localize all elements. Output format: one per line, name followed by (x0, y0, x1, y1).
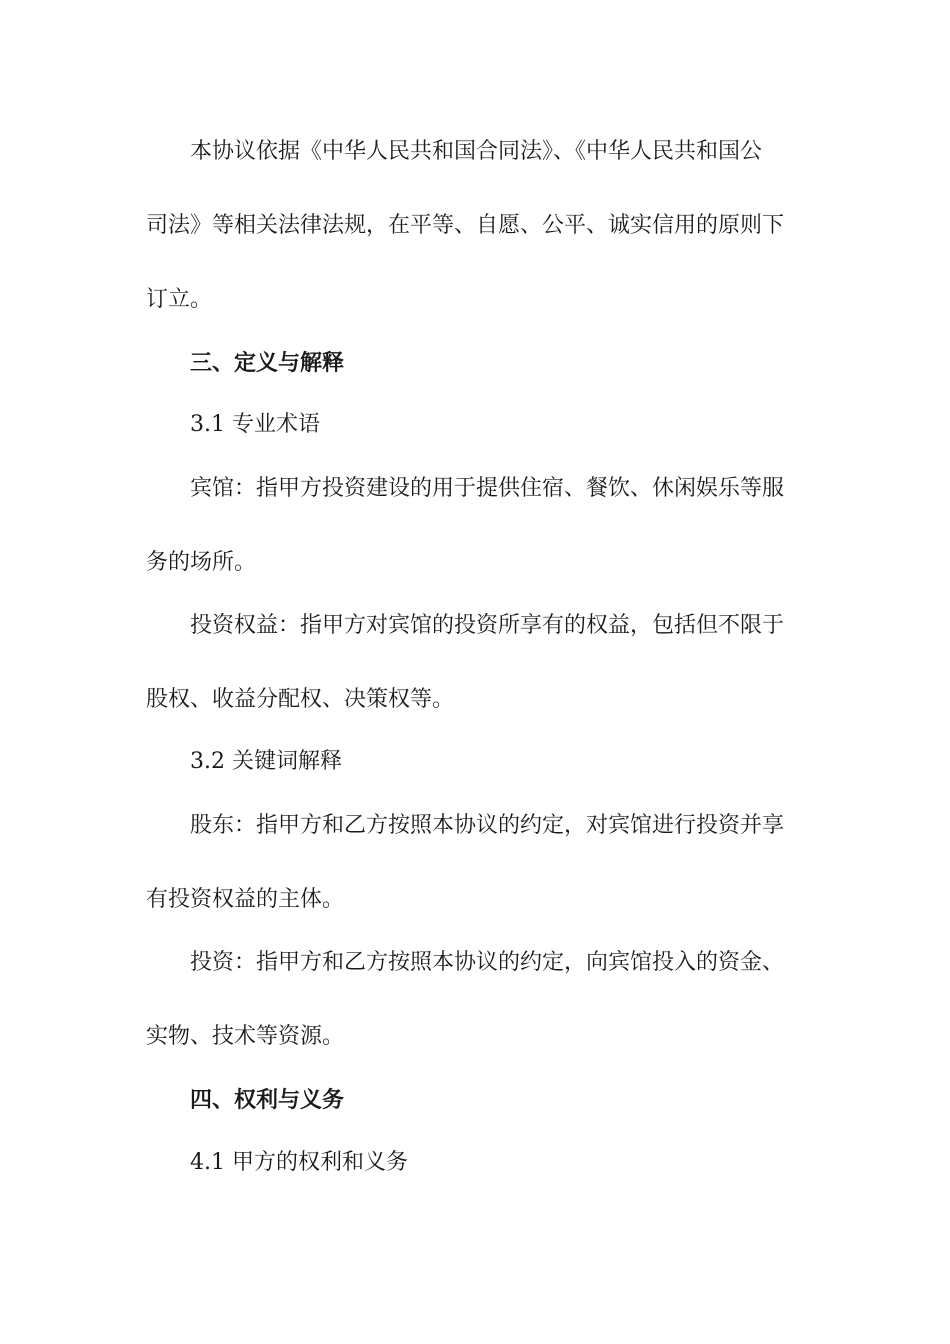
paragraph-legal-basis-line-3: 订立。 (146, 287, 213, 312)
definition-shareholder-line-1: 股东：指甲方和乙方按照本协议的约定，对宾馆进行投资并享 (190, 813, 785, 838)
definition-hotel-line-1: 宾馆：指甲方投资建设的用于提供住宿、餐饮、休闲娱乐等服 (190, 476, 785, 501)
definition-investment-rights-line-2: 股权、收益分配权、决策权等。 (146, 687, 455, 712)
section-heading-definitions: 三、定义与解释 (190, 350, 345, 376)
section-heading-rights-obligations: 四、权利与义务 (190, 1087, 345, 1113)
definition-investment-line-2: 实物、技术等资源。 (146, 1024, 345, 1049)
definition-hotel-line-2: 务的场所。 (146, 550, 257, 575)
subsection-heading-3-2: 3.2 关键词解释 (190, 749, 342, 774)
subsection-heading-4-1: 4.1 甲方的权利和义务 (190, 1150, 408, 1175)
definition-shareholder-line-2: 有投资权益的主体。 (146, 887, 345, 912)
paragraph-legal-basis-line-2: 司法》等相关法律法规，在平等、自愿、公平、诚实信用的原则下 (146, 213, 785, 238)
definition-investment-rights-line-1: 投资权益：指甲方对宾馆的投资所享有的权益，包括但不限于 (190, 613, 785, 638)
definition-investment-line-1: 投资：指甲方和乙方按照本协议的约定，向宾馆投入的资金、 (190, 950, 785, 975)
subsection-heading-3-1: 3.1 专业术语 (190, 412, 320, 437)
paragraph-legal-basis-line-1: 本协议依据《中华人民共和国合同法》、《中华人民共和国公 (190, 139, 763, 164)
